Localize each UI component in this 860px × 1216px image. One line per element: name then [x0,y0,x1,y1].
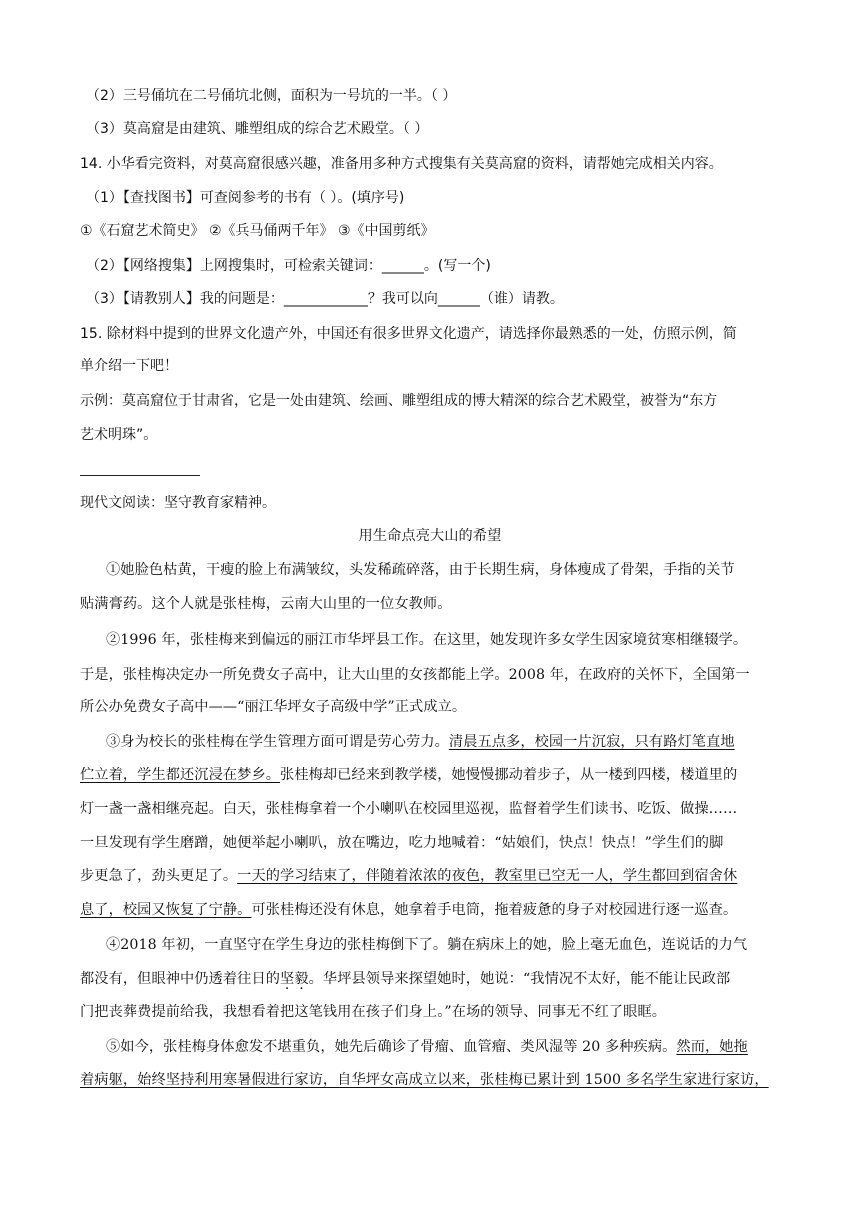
q14-options: ①《石窟艺术简史》 ②《兵马俑两千年》 ③《中国剪纸》 [80,223,435,239]
paragraph-3-line-5-text: 步更急了，劲头更足了。 [80,868,238,884]
underlined-sentence-3a: 然而，她拖 [676,1039,748,1055]
answer-line [80,475,200,476]
paragraph-4-line-2 [80,969,860,989]
underlined-sentence-1a: 清晨五点多，校园一片沉寂，只有路灯笔直地 [448,734,735,750]
paragraph-5-line-2: 着病躯，始终坚持利用寒暑假进行家访，自华坪女高成立以来，张桂梅已累计到 1500 多名学生家进行家访， [80,1072,769,1088]
paragraph-3-line-2 [80,765,860,785]
paragraph-4-line-2-text-a: 都没有，但眼神中仍透着往日的 [80,971,281,987]
paragraph-4-line-1: ④2018 年初，一直坚守在学生身边的张桂梅倒下了。躺在病床上的她，脸上毫无血色，连说话的力气 [106,937,748,953]
passage-title: 用生命点亮大山的希望 [358,528,502,544]
q14-item-1: （1）【查找图书】可查阅参考的书有（ ）。(填序号) [86,190,405,206]
paragraph-2-line-2: 于是，张桂梅决定办一所免费女子高中，让大山里的女孩都能上学。2008 年，在政府的关怀下，全国第一 [80,667,750,683]
paragraph-3-line-6-text: 可张桂梅还没有休息，她拿着手电筒，拖着疲惫的身子对校园进行逐一巡查。 [251,902,738,918]
underlined-sentence-2a: 一天的学习结束了，伴随着浓浓的夜色，教室里已空无一人，学生都回到宿舍休 [237,868,738,884]
q15-stem-line-2: 单介绍一下吧！ [80,358,178,374]
paragraph-1-line-2: 贴满膏药。这个人就是张桂梅，云南大山里的一位女教师。 [80,596,452,612]
paragraph-3-line-1-text: ③身为校长的张桂梅在学生管理方面可谓是劳心劳力。 [106,734,449,750]
q15-stem-line-1: 15. 除材料中提到的世界文化遗产外，中国还有很多世界文化遗产，请选择你最熟悉的一处，仿照示例，简 [80,326,737,342]
q15-example-line-1: 示例：莫高窟位于甘肃省，它是一处由建筑、绘画、雕塑组成的博大精深的综合艺术殿堂，被誉为“东方 [80,393,718,409]
paragraph-5-line-1 [106,1037,860,1057]
paragraph-3-line-2-text: 张桂梅却已经来到教学楼，她慢慢挪动着步子，从一楼到四楼，楼道里的 [280,767,738,783]
paragraph-2-line-3: 所公办免费女子高中——“丽江华坪女子高级中学”正式成立。 [80,699,467,715]
paragraph-3-line-6 [80,900,860,920]
dotted-char-yi: 毅 [294,971,309,987]
underlined-sentence-1b: 伫立着，学生都还沉浸在梦乡。 [80,767,281,783]
q13-item-2: （2）三号俑坑在二号俑坑北侧，面积为一号坑的一半。（ ） [86,88,457,104]
underlined-sentence-2b: 息了，校园又恢复了宁静。 [80,902,252,918]
paragraph-4-line-2-text-b: 。华坪县领导来探望她时，她说：“我情况不太好，能不能让民政部 [308,971,731,987]
reading-intro: 现代文阅读：坚守教育家精神。 [80,495,276,511]
q13-item-3: （3）莫高窟是由建筑、雕塑组成的综合艺术殿堂。（ ） [86,121,429,137]
paragraph-3-line-1 [106,732,860,752]
paragraph-4-line-3: 门把丧葬费提前给我，我想看着把这笔钱用在孩子们身上。”在场的领导、同事无不红了眼眶。 [80,1004,667,1020]
paragraph-5-line-1-text: ⑤如今，张桂梅身体愈发不堪重负，她先后确诊了骨瘤、血管瘤、类风湿等 20 多种疾病。 [106,1039,677,1055]
paragraph-3-line-5 [80,866,860,886]
q14-stem: 14. 小华看完资料，对莫高窟很感兴趣，准备用多种方式搜集有关莫高窟的资料，请帮她完成相关内容。 [80,156,723,172]
dotted-char-jian: 坚 [280,971,295,987]
q15-example-line-2: 艺术明珠”。 [80,427,158,443]
paragraph-3-line-3: 灯一盏一盏相继亮起。白天，张桂梅拿着一个小喇叭在校园里巡视，监督着学生们读书、吃饭、做操…… [80,801,738,817]
q14-item-2: （2）【网络搜集】上网搜集时，可检索关键词：______。(写一个) [86,258,491,274]
paragraph-2-line-1: ②1996 年，张桂梅来到偏远的丽江市华坪县工作。在这里，她发现许多女学生因家境贫寒相继辍学。 [106,632,748,648]
q14-item-3: （3）【请教别人】我的问题是：____________？我可以向______（谁）请教。 [86,291,564,307]
paragraph-1-line-1: ①她脸色枯黄，干瘦的脸上布满皱纹，头发稀疏碎落，由于长期生病，身体瘦成了骨架，手指的关节 [106,562,735,578]
paragraph-3-line-4: 一旦发现有学生磨蹭，她便举起小喇叭，放在嘴边，吃力地喊着：“姑娘们，快点！快点！”学生们的脚 [80,835,724,851]
